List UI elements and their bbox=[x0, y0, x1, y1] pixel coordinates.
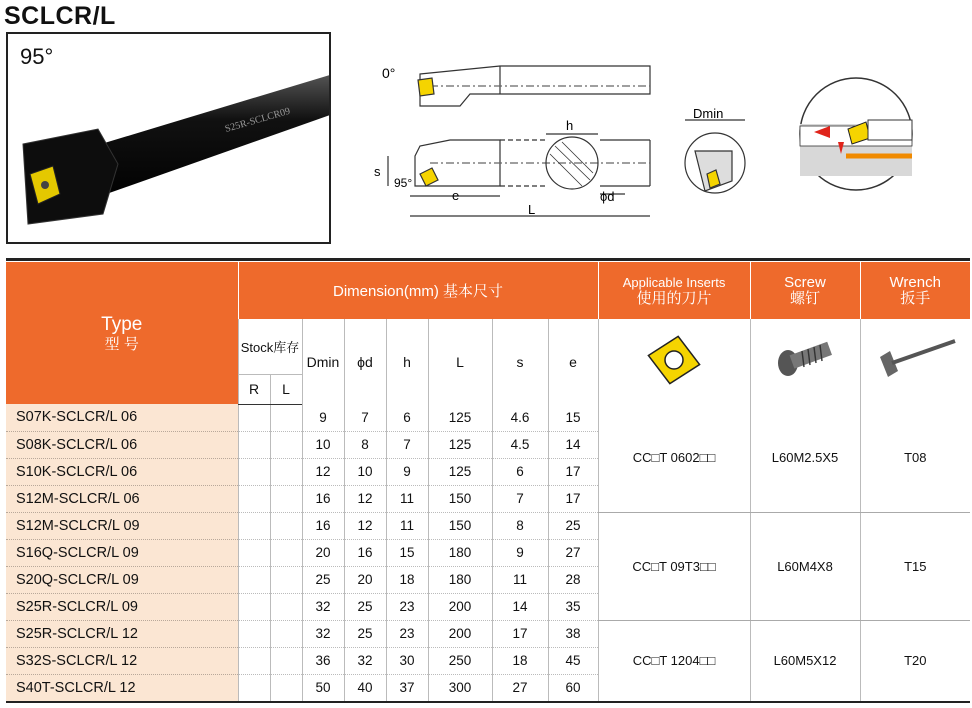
stock-r-cell bbox=[238, 431, 270, 458]
d-cell: 40 bbox=[344, 674, 386, 701]
dmin-cell: 9 bbox=[302, 404, 344, 431]
type-cell: S08K-SCLCR/L 06 bbox=[6, 431, 238, 458]
l-cell: 150 bbox=[428, 485, 492, 512]
stock-r-header: R bbox=[238, 374, 270, 404]
s-cell: 17 bbox=[492, 620, 548, 647]
type-header bbox=[6, 262, 238, 404]
h-cell: 11 bbox=[386, 485, 428, 512]
dmin-cell: 25 bbox=[302, 566, 344, 593]
e-cell: 28 bbox=[548, 566, 598, 593]
stock-l-cell bbox=[270, 512, 302, 539]
l-cell: 125 bbox=[428, 404, 492, 431]
col-d: ϕd bbox=[344, 319, 386, 404]
insert-cell: CC□T 1204□□ bbox=[598, 620, 750, 701]
dmin-cell: 50 bbox=[302, 674, 344, 701]
e-cell: 27 bbox=[548, 539, 598, 566]
stock-r-cell bbox=[238, 539, 270, 566]
stock-l-cell bbox=[270, 458, 302, 485]
s-cell: 8 bbox=[492, 512, 548, 539]
insert-icon bbox=[634, 330, 714, 390]
dimension-header: Dimension(mm) 基本尺寸 bbox=[238, 262, 598, 319]
screw-cell: L60M4X8 bbox=[750, 512, 860, 620]
dim-h-label: h bbox=[566, 118, 574, 133]
s-cell: 6 bbox=[492, 458, 548, 485]
s-cell: 11 bbox=[492, 566, 548, 593]
dmin-cell: 16 bbox=[302, 485, 344, 512]
d-cell: 8 bbox=[344, 431, 386, 458]
stock-r-cell bbox=[238, 566, 270, 593]
h-cell: 7 bbox=[386, 431, 428, 458]
dmin-cell: 32 bbox=[302, 593, 344, 620]
stock-l-cell bbox=[270, 566, 302, 593]
type-cell: S12M-SCLCR/L 06 bbox=[6, 485, 238, 512]
dim-e-label: e bbox=[452, 188, 460, 203]
table-row bbox=[6, 512, 970, 539]
angle-95-label: 95° bbox=[394, 176, 413, 190]
type-cell: S10K-SCLCR/L 06 bbox=[6, 458, 238, 485]
dmin-cell: 12 bbox=[302, 458, 344, 485]
d-cell: 7 bbox=[344, 404, 386, 431]
page-title: SCLCR/L bbox=[4, 2, 116, 30]
d-cell: 32 bbox=[344, 647, 386, 674]
spec-table bbox=[6, 262, 970, 702]
l-cell: 180 bbox=[428, 566, 492, 593]
stock-l-cell bbox=[270, 647, 302, 674]
l-cell: 125 bbox=[428, 431, 492, 458]
l-cell: 300 bbox=[428, 674, 492, 701]
stock-l-cell bbox=[270, 539, 302, 566]
e-cell: 45 bbox=[548, 647, 598, 674]
stock-header: Stock库存 bbox=[238, 319, 302, 374]
technical-drawing bbox=[360, 56, 760, 231]
screw-cell: L60M2.5X5 bbox=[750, 404, 860, 512]
dim-s-label: s bbox=[374, 164, 381, 179]
cutting-detail-zoom bbox=[786, 74, 926, 194]
h-cell: 6 bbox=[386, 404, 428, 431]
tool-marking: S25R-SCLCR09 bbox=[223, 105, 292, 135]
stock-r-cell bbox=[238, 404, 270, 431]
screw-header: Screw 螺钉 bbox=[750, 262, 860, 319]
d-cell: 16 bbox=[344, 539, 386, 566]
angle-label: 95° bbox=[20, 44, 54, 69]
col-s: s bbox=[492, 319, 548, 404]
type-cell: S07K-SCLCR/L 06 bbox=[6, 404, 238, 431]
stock-r-cell bbox=[238, 485, 270, 512]
l-cell: 180 bbox=[428, 539, 492, 566]
insert-cell: CC□T 09T3□□ bbox=[598, 512, 750, 620]
stock-l-cell bbox=[270, 404, 302, 431]
wrench-cell: T20 bbox=[860, 620, 970, 701]
e-cell: 25 bbox=[548, 512, 598, 539]
screw-image-cell bbox=[750, 319, 860, 404]
type-cell: S12M-SCLCR/L 09 bbox=[6, 512, 238, 539]
table-row bbox=[6, 620, 970, 647]
stock-l-cell bbox=[270, 674, 302, 701]
d-cell: 25 bbox=[344, 593, 386, 620]
dmin-cell: 32 bbox=[302, 620, 344, 647]
screw-cell: L60M5X12 bbox=[750, 620, 860, 701]
type-cell: S32S-SCLCR/L 12 bbox=[6, 647, 238, 674]
s-cell: 9 bbox=[492, 539, 548, 566]
h-cell: 9 bbox=[386, 458, 428, 485]
l-cell: 125 bbox=[428, 458, 492, 485]
s-cell: 18 bbox=[492, 647, 548, 674]
wrench-cell: T15 bbox=[860, 512, 970, 620]
stock-l-cell bbox=[270, 431, 302, 458]
h-cell: 18 bbox=[386, 566, 428, 593]
h-cell: 30 bbox=[386, 647, 428, 674]
s-cell: 4.6 bbox=[492, 404, 548, 431]
type-cell: S25R-SCLCR/L 09 bbox=[6, 593, 238, 620]
e-cell: 35 bbox=[548, 593, 598, 620]
l-cell: 200 bbox=[428, 620, 492, 647]
product-photo bbox=[6, 32, 331, 244]
insert-image-cell bbox=[598, 319, 750, 404]
s-cell: 7 bbox=[492, 485, 548, 512]
d-cell: 10 bbox=[344, 458, 386, 485]
stock-r-cell bbox=[238, 512, 270, 539]
s-cell: 4.5 bbox=[492, 431, 548, 458]
type-cell: S40T-SCLCR/L 12 bbox=[6, 674, 238, 701]
col-l: L bbox=[428, 319, 492, 404]
stock-r-cell bbox=[238, 458, 270, 485]
e-cell: 17 bbox=[548, 458, 598, 485]
d-cell: 20 bbox=[344, 566, 386, 593]
e-cell: 14 bbox=[548, 431, 598, 458]
h-cell: 23 bbox=[386, 593, 428, 620]
stock-r-cell bbox=[238, 674, 270, 701]
stock-l-cell bbox=[270, 620, 302, 647]
dmin-cell: 36 bbox=[302, 647, 344, 674]
d-cell: 12 bbox=[344, 512, 386, 539]
d-cell: 12 bbox=[344, 485, 386, 512]
angle-zero-label: 0° bbox=[382, 65, 396, 81]
dmin-cell: 16 bbox=[302, 512, 344, 539]
dmin-cell: 10 bbox=[302, 431, 344, 458]
l-cell: 250 bbox=[428, 647, 492, 674]
l-cell: 200 bbox=[428, 593, 492, 620]
h-cell: 23 bbox=[386, 620, 428, 647]
col-e: e bbox=[548, 319, 598, 404]
s-cell: 14 bbox=[492, 593, 548, 620]
table-body bbox=[6, 404, 970, 701]
h-cell: 11 bbox=[386, 512, 428, 539]
d-cell: 25 bbox=[344, 620, 386, 647]
h-cell: 15 bbox=[386, 539, 428, 566]
wrench-icon bbox=[870, 335, 960, 385]
stock-l-cell bbox=[270, 593, 302, 620]
stock-r-cell bbox=[238, 593, 270, 620]
stock-r-cell bbox=[238, 647, 270, 674]
inserts-header: Applicable Inserts 使用的刀片 bbox=[598, 262, 750, 319]
dim-d-label: ϕd bbox=[600, 189, 615, 204]
dmin-cell: 20 bbox=[302, 539, 344, 566]
e-cell: 15 bbox=[548, 404, 598, 431]
e-cell: 38 bbox=[548, 620, 598, 647]
stock-l-cell bbox=[270, 485, 302, 512]
wrench-image-cell bbox=[860, 319, 970, 404]
e-cell: 17 bbox=[548, 485, 598, 512]
s-cell: 27 bbox=[492, 674, 548, 701]
dim-dmin-label: Dmin bbox=[693, 106, 724, 121]
stock-l-header: L bbox=[270, 374, 302, 404]
col-dmin: Dmin bbox=[302, 319, 344, 404]
wrench-cell: T08 bbox=[860, 404, 970, 512]
screw-icon bbox=[770, 335, 840, 385]
table-row bbox=[6, 404, 970, 431]
type-header-cn: 型 号 bbox=[104, 336, 139, 353]
type-cell: S20Q-SCLCR/L 09 bbox=[6, 566, 238, 593]
wrench-header: Wrench 扳手 bbox=[860, 262, 970, 319]
boring-bar-image bbox=[8, 34, 331, 244]
e-cell: 60 bbox=[548, 674, 598, 701]
insert-cell: CC□T 0602□□ bbox=[598, 404, 750, 512]
type-cell: S25R-SCLCR/L 12 bbox=[6, 620, 238, 647]
l-cell: 150 bbox=[428, 512, 492, 539]
col-h: h bbox=[386, 319, 428, 404]
type-cell: S16Q-SCLCR/L 09 bbox=[6, 539, 238, 566]
dim-l-label: L bbox=[528, 202, 536, 217]
type-header-en: Type bbox=[101, 314, 143, 335]
stock-r-cell bbox=[238, 620, 270, 647]
h-cell: 37 bbox=[386, 674, 428, 701]
